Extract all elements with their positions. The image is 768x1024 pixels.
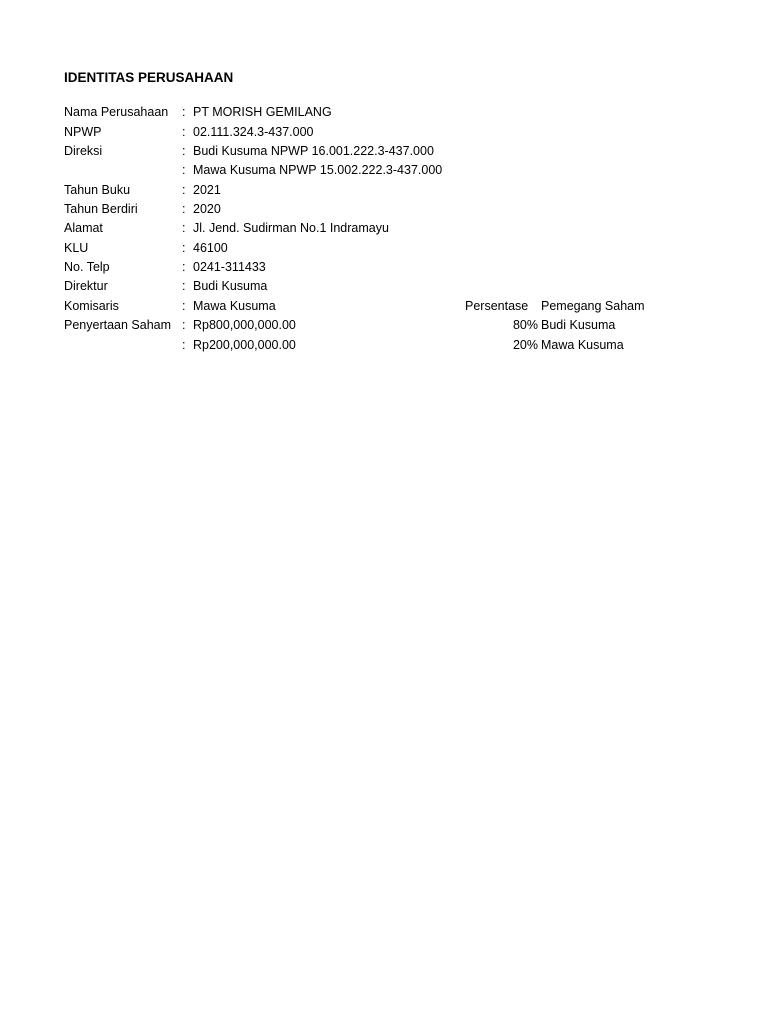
field-colon: : [182,163,186,177]
field-label: KLU [64,241,89,255]
field-colon: : [182,125,186,139]
field-label: Tahun Berdiri [64,202,138,216]
field-colon: : [182,105,186,119]
field-colon: : [182,183,186,197]
row-alamat [0,219,768,238]
shareholder-name: Mawa Kusuma [541,338,624,352]
field-value: Mawa Kusuma [193,299,276,313]
field-value: 02.111.324.3-437.000 [193,125,314,139]
row-nama-perusahaan [0,103,768,122]
row-direksi-2 [0,161,768,180]
field-label: Direktur [64,279,108,293]
field-colon: : [182,221,186,235]
field-label: Komisaris [64,299,119,313]
shareholder-percent-header: Persentase [465,299,529,313]
field-value: Budi Kusuma NPWP 16.001.222.3-437.000 [193,144,434,158]
field-label: Tahun Buku [64,183,131,197]
document-title: IDENTITAS PERUSAHAAN [64,70,234,85]
field-value: 46100 [193,241,228,255]
field-colon: : [182,279,186,293]
field-value: Budi Kusuma [193,279,268,293]
row-tahun-berdiri [0,200,768,219]
field-label: Direksi [64,144,103,158]
field-value: Jl. Jend. Sudirman No.1 Indramayu [193,221,389,235]
row-penyertaan-saham-2 [0,336,768,355]
field-colon: : [182,318,186,332]
field-value: PT MORISH GEMILANG [193,105,332,119]
field-colon: : [182,144,186,158]
field-value: Rp800,000,000.00 [193,318,296,332]
field-label: Penyertaan Saham [64,318,172,332]
shareholder-percent: 80% [512,318,538,332]
row-penyertaan-saham [0,316,768,335]
row-tahun-buku [0,181,768,200]
field-colon: : [182,299,186,313]
field-label: NPWP [64,125,102,139]
field-value: Mawa Kusuma NPWP 15.002.222.3-437.000 [193,163,443,177]
shareholder-name-header: Pemegang Saham [541,299,645,313]
row-klu [0,239,768,258]
shareholder-percent: 20% [512,338,538,352]
field-colon: : [182,202,186,216]
row-no-telp [0,258,768,277]
field-colon: : [182,338,186,352]
shareholder-name: Budi Kusuma [541,318,616,332]
row-direksi [0,142,768,161]
field-colon: : [182,260,186,274]
field-value: 2021 [193,183,221,197]
field-label: Alamat [64,221,103,235]
field-label: No. Telp [64,260,110,274]
field-value: 2020 [193,202,221,216]
row-komisaris [0,297,768,316]
field-colon: : [182,241,186,255]
field-value: Rp200,000,000.00 [193,338,296,352]
field-label: Nama Perusahaan [64,105,169,119]
field-value: 0241-311433 [193,260,266,274]
row-npwp [0,123,768,142]
row-direktur [0,277,768,296]
